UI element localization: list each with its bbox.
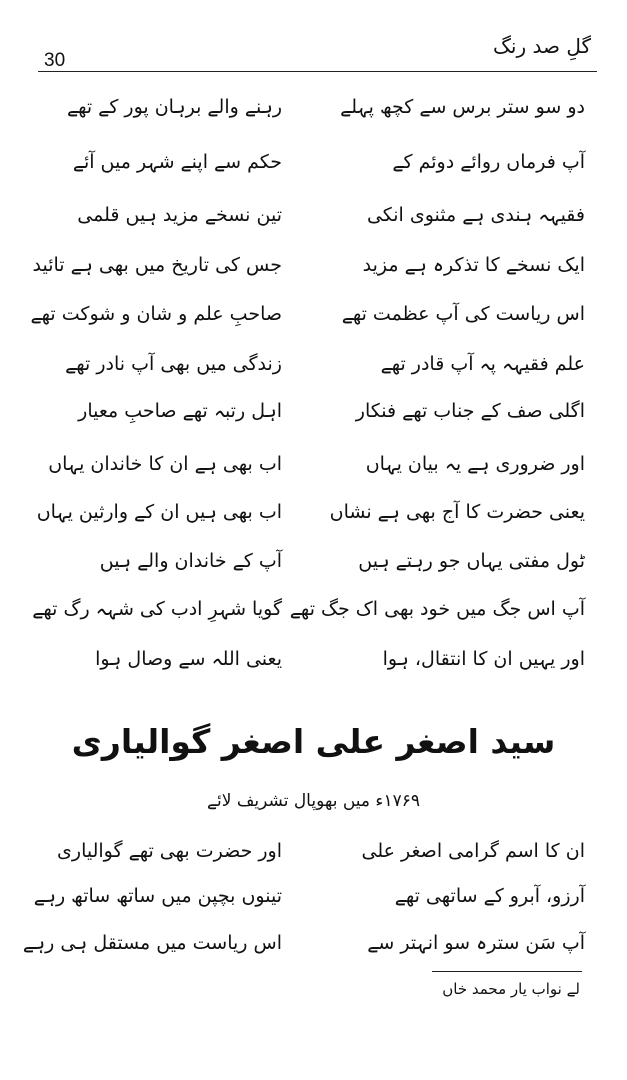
verse-line: اس ریاست کی آپ عظمت تھے bbox=[341, 303, 585, 325]
poet-heading: سید اصغر علی اصغر گوالیاری bbox=[71, 722, 556, 761]
verse-line: اس ریاست میں مستقل ہی رہے bbox=[22, 932, 282, 954]
verse-line: آرزو، آبرو کے ساتھی تھے bbox=[394, 885, 585, 907]
verse-line: ٹول مفتی یہاں جو رہتے ہیں bbox=[358, 550, 585, 572]
verse-line: اور یہیں ان کا انتقال، ہوا bbox=[382, 648, 585, 670]
verse-line: تین نسخے مزید ہیں قلمی bbox=[77, 204, 282, 226]
verse-line: علم فقیہہ پہ آپ قادر تھے bbox=[380, 353, 585, 375]
verse-line: اب بھی ہیں ان کے وارثین یہاں bbox=[36, 501, 282, 523]
verse-line: زندگی میں بھی آپ نادر تھے bbox=[65, 353, 282, 375]
verse-line: جس کی تاریخ میں بھی ہے تائید bbox=[32, 254, 282, 276]
verse-line: تینوں بچپن میں ساتھ ساتھ رہے bbox=[33, 885, 282, 907]
verse-line: گویا شہرِ ادب کی شہہ رگ تھے bbox=[32, 598, 282, 620]
verse-line: اگلی صف کے جناب تھے فنکار bbox=[355, 400, 585, 422]
verse-line: حکم سے اپنے شہر میں آئے bbox=[72, 151, 282, 173]
verse-line: یعنی اللہ سے وصال ہوا bbox=[95, 648, 282, 670]
verse-line: رہنے والے برہان پور کے تھے bbox=[66, 96, 282, 118]
header-divider bbox=[38, 71, 597, 72]
verse-line: ان کا اسم گرامی اصغر علی bbox=[361, 840, 585, 862]
verse-line: آپ کے خاندان والے ہیں bbox=[99, 550, 282, 572]
verse-line: دو سو ستر برس سے کچھ پہلے bbox=[340, 96, 585, 118]
verse-line: اور حضرت بھی تھے گوالیاری bbox=[57, 840, 282, 862]
verse-line: آپ فرماں روائے دوئم کے bbox=[392, 151, 585, 173]
running-header-title: گلِ صد رنگ bbox=[493, 34, 591, 58]
footnote-divider bbox=[432, 971, 582, 972]
verse-line: صاحبِ علم و شان و شوکت تھے bbox=[30, 303, 282, 325]
verse-line: ایک نسخے کا تذکرہ ہے مزید bbox=[362, 254, 585, 276]
footnote: لے نواب یار محمد خاں bbox=[442, 980, 580, 998]
verse-line: اور ضروری ہے یہ بیان یہاں bbox=[365, 453, 585, 475]
verse-line: یعنی حضرت کا آج بھی ہے نشاں bbox=[329, 501, 585, 523]
verse-line: اب بھی ہے ان کا خاندان یہاں bbox=[48, 453, 282, 475]
poet-subtitle: ۱۷۶۹ء میں بھوپال تشریف لائے bbox=[207, 791, 420, 811]
page-number: 30 bbox=[44, 50, 66, 71]
verse-line: اہل رتبہ تھے صاحبِ معیار bbox=[78, 400, 282, 422]
verse-line: فقیہہ ہندی ہے مثنوی انکی bbox=[366, 204, 585, 226]
verse-line: آپ سَن سترہ سو انہتر سے bbox=[367, 932, 585, 954]
verse-line: آپ اس جگ میں خود بھی اک جگ تھے bbox=[289, 598, 585, 620]
